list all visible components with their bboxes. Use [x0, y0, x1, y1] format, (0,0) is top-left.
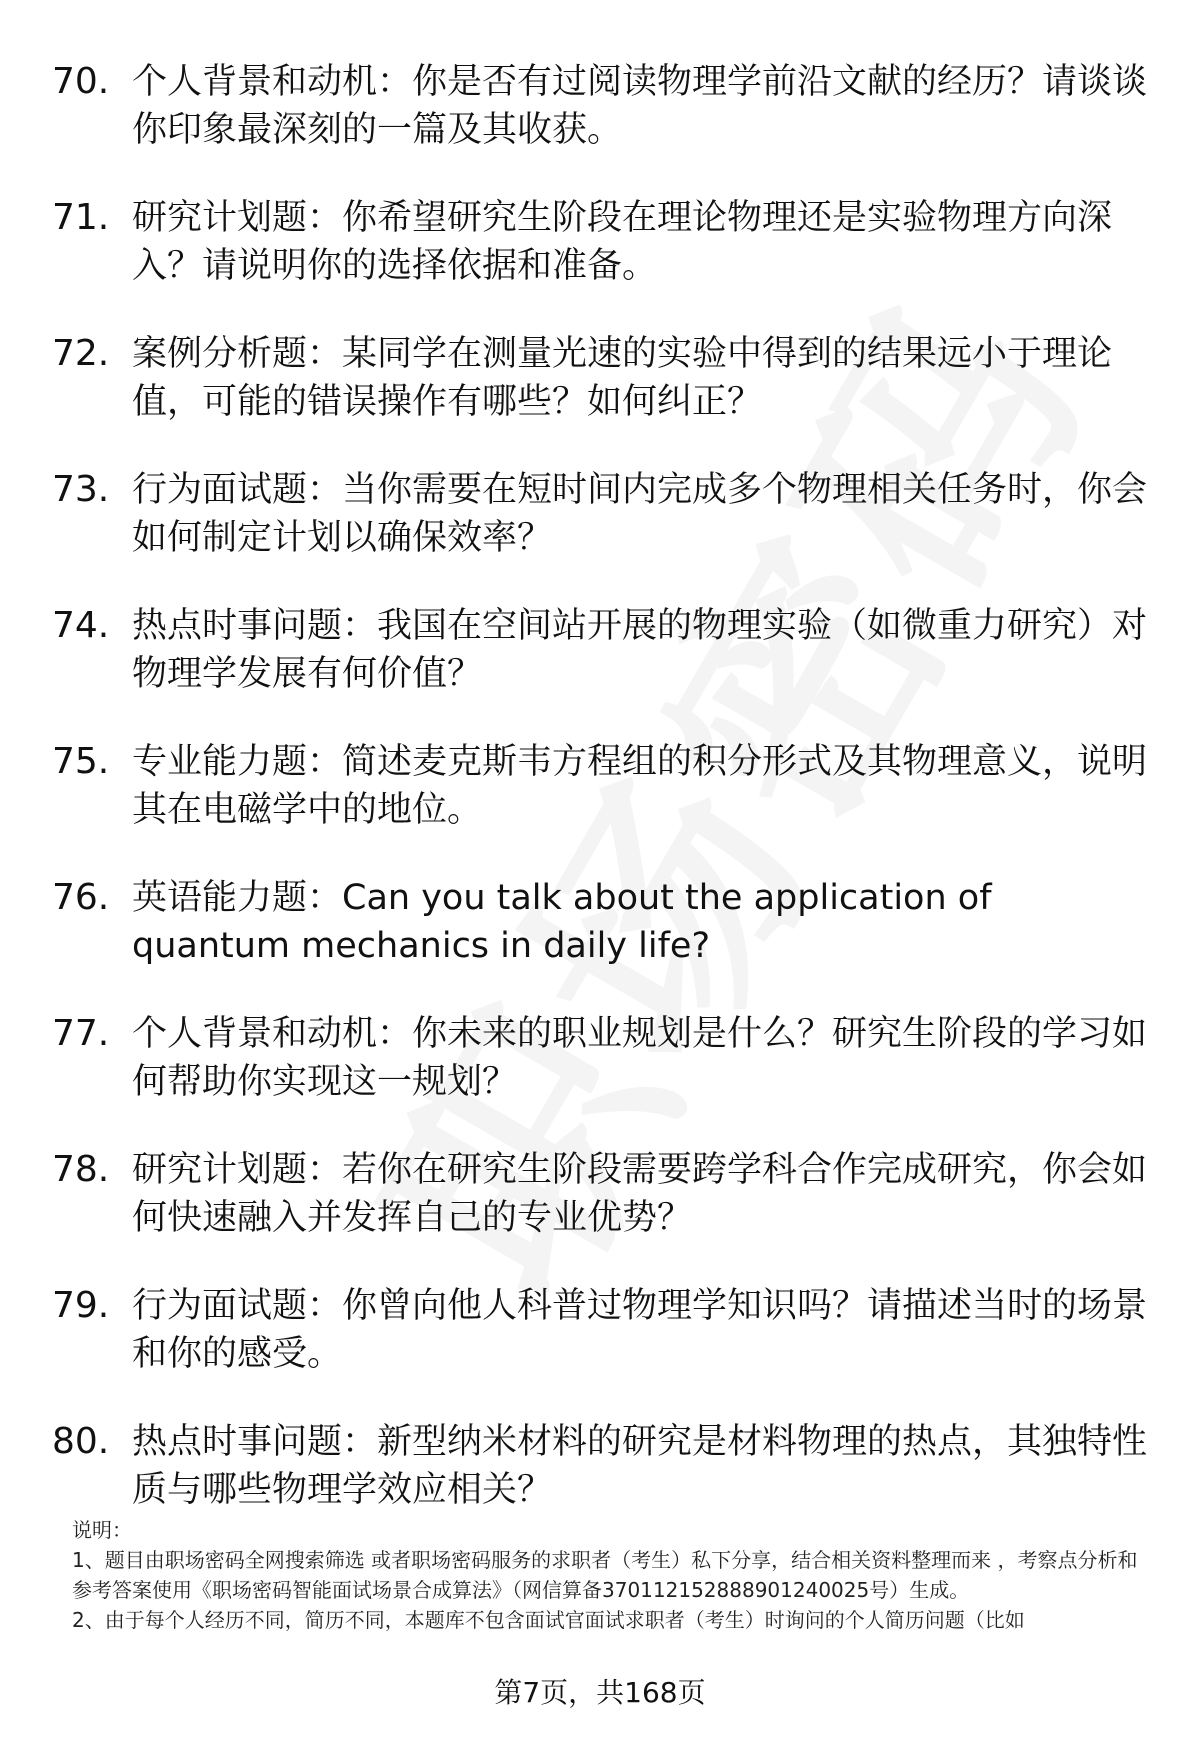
question-text: 英语能力题：Can you talk about the application of quantum mechanics in daily life? [132, 878, 992, 966]
question-text: 个人背景和动机：你是否有过阅读物理学前沿文献的经历？请谈谈你印象最深刻的一篇及其收获。 [132, 62, 1148, 150]
notes-heading: 说明： [72, 1518, 132, 1542]
notes-section [72, 1515, 1152, 1635]
question-text: 热点时事问题：新型纳米材料的研究是材料物理的热点，其独特性质与哪些物理学效应相关？ [132, 1422, 1148, 1510]
question-item [52, 194, 1152, 290]
question-text: 研究计划题：你希望研究生阶段在理论物理还是实验物理方向深入？请说明你的选择依据和准备。 [132, 198, 1113, 286]
notes-item-2: 2、由于每个人经历不同，简历不同，本题库不包含面试官面试求职者（考生）时询问的个人简历问题（比如 [72, 1608, 1025, 1632]
question-text: 个人背景和动机：你未来的职业规划是什么？研究生阶段的学习如何帮助你实现这一规划？ [132, 1014, 1148, 1102]
question-item [52, 330, 1152, 426]
question-item [52, 466, 1152, 562]
question-item [52, 602, 1152, 698]
page-footer [0, 1673, 1200, 1713]
question-item [52, 1146, 1152, 1242]
question-number: 76. [52, 877, 110, 918]
question-number: 74. [52, 605, 110, 646]
notes-item-1: 1、题目由职场密码全网搜索筛选 或者职场密码服务的求职者（考生）私下分享，结合相关资料整理而来 ，考察点分析和参考答案使用《职场密码智能面试场景合成算法》（网信算备370112152888901240025号）生成。 [72, 1548, 1138, 1602]
question-number: 75. [52, 741, 110, 782]
question-number: 79. [52, 1285, 110, 1326]
question-item [52, 58, 1152, 154]
question-number: 78. [52, 1149, 110, 1190]
question-number: 70. [52, 61, 110, 102]
page-number-label: 第7页，共168页 [494, 1676, 706, 1709]
question-number: 73. [52, 469, 110, 510]
question-list [52, 58, 1152, 1554]
question-item [52, 1010, 1152, 1106]
question-text: 专业能力题：简述麦克斯韦方程组的积分形式及其物理意义，说明其在电磁学中的地位。 [132, 742, 1148, 830]
question-item [52, 874, 1152, 970]
question-item [52, 738, 1152, 834]
question-number: 72. [52, 333, 110, 374]
question-text: 案例分析题：某同学在测量光速的实验中得到的结果远小于理论值，可能的错误操作有哪些？如何纠正？ [132, 334, 1113, 422]
question-number: 77. [52, 1013, 110, 1054]
question-number: 71. [52, 197, 110, 238]
question-text: 热点时事问题：我国在空间站开展的物理实验（如微重力研究）对物理学发展有何价值？ [132, 606, 1148, 694]
question-text: 行为面试题：当你需要在短时间内完成多个物理相关任务时，你会如何制定计划以确保效率？ [132, 470, 1148, 558]
question-item [52, 1418, 1152, 1514]
question-item [52, 1282, 1152, 1378]
question-text: 行为面试题：你曾向他人科普过物理学知识吗？请描述当时的场景和你的感受。 [132, 1286, 1148, 1374]
question-text: 研究计划题：若你在研究生阶段需要跨学科合作完成研究，你会如何快速融入并发挥自己的专业优势？ [132, 1150, 1148, 1238]
question-number: 80. [52, 1421, 110, 1462]
